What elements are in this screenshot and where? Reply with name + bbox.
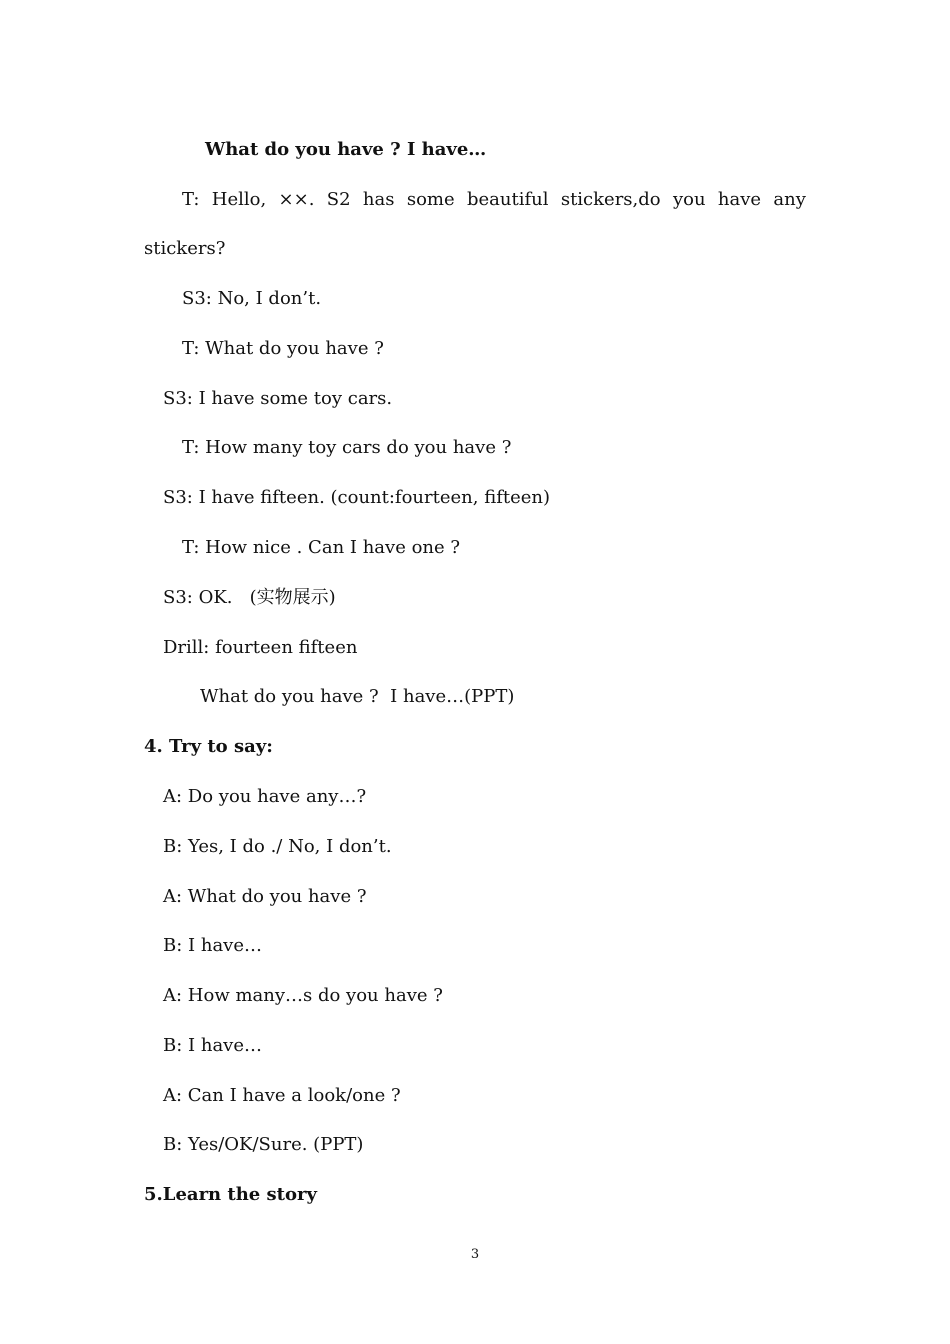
section-heading-learn-the-story: 5.Learn the story — [144, 1184, 317, 1205]
dialogue-line-teacher-hello — [182, 189, 806, 211]
word: have — [717, 189, 762, 210]
word: T: — [182, 189, 200, 210]
dialogue-line: A: Can I have a look/one ? — [163, 1085, 401, 1106]
subheading-what-do-you-have: What do you have ? I have… — [205, 139, 487, 160]
dialogue-line: B: Yes/OK/Sure. (PPT) — [163, 1134, 364, 1155]
drill-line: Drill: fourteen fifteen — [163, 637, 358, 658]
word: has — [362, 189, 395, 210]
section-heading-try-to-say: 4. Try to say: — [144, 736, 273, 757]
dialogue-line-continuation: stickers? — [144, 238, 226, 259]
dialogue-line: B: I have… — [163, 1035, 262, 1056]
dialogue-line: B: Yes, I do ./ No, I don’t. — [163, 836, 392, 857]
word: beautiful — [466, 189, 549, 210]
page-number: 3 — [470, 1247, 480, 1262]
word: some — [406, 189, 455, 210]
dialogue-line: S3: I have some toy cars. — [163, 388, 393, 409]
dialogue-line: T: How nice . Can I have one ? — [182, 537, 461, 558]
word: stickers,do — [560, 189, 661, 210]
dialogue-line: T: How many toy cars do you have ? — [182, 437, 512, 458]
word: S2 — [326, 189, 351, 210]
dialogue-line: A: What do you have ? — [163, 886, 367, 907]
word: ××. — [278, 189, 315, 210]
dialogue-line: S3: I have fifteen. (count:fourteen, fifteen) — [163, 487, 551, 508]
dialogue-line: S3: No, I don’t. — [182, 288, 322, 309]
word: Hello, — [211, 189, 267, 210]
word: any — [773, 189, 806, 210]
drill-line: What do you have ? I have…(PPT) — [200, 686, 515, 707]
dialogue-line: A: Do you have any…? — [163, 786, 367, 807]
dialogue-line: B: I have… — [163, 935, 262, 956]
dialogue-line: A: How many…s do you have ? — [163, 985, 443, 1006]
word: you — [672, 189, 706, 210]
dialogue-line: T: What do you have ? — [182, 338, 384, 359]
dialogue-line: S3: OK. (实物展示) — [163, 587, 336, 608]
